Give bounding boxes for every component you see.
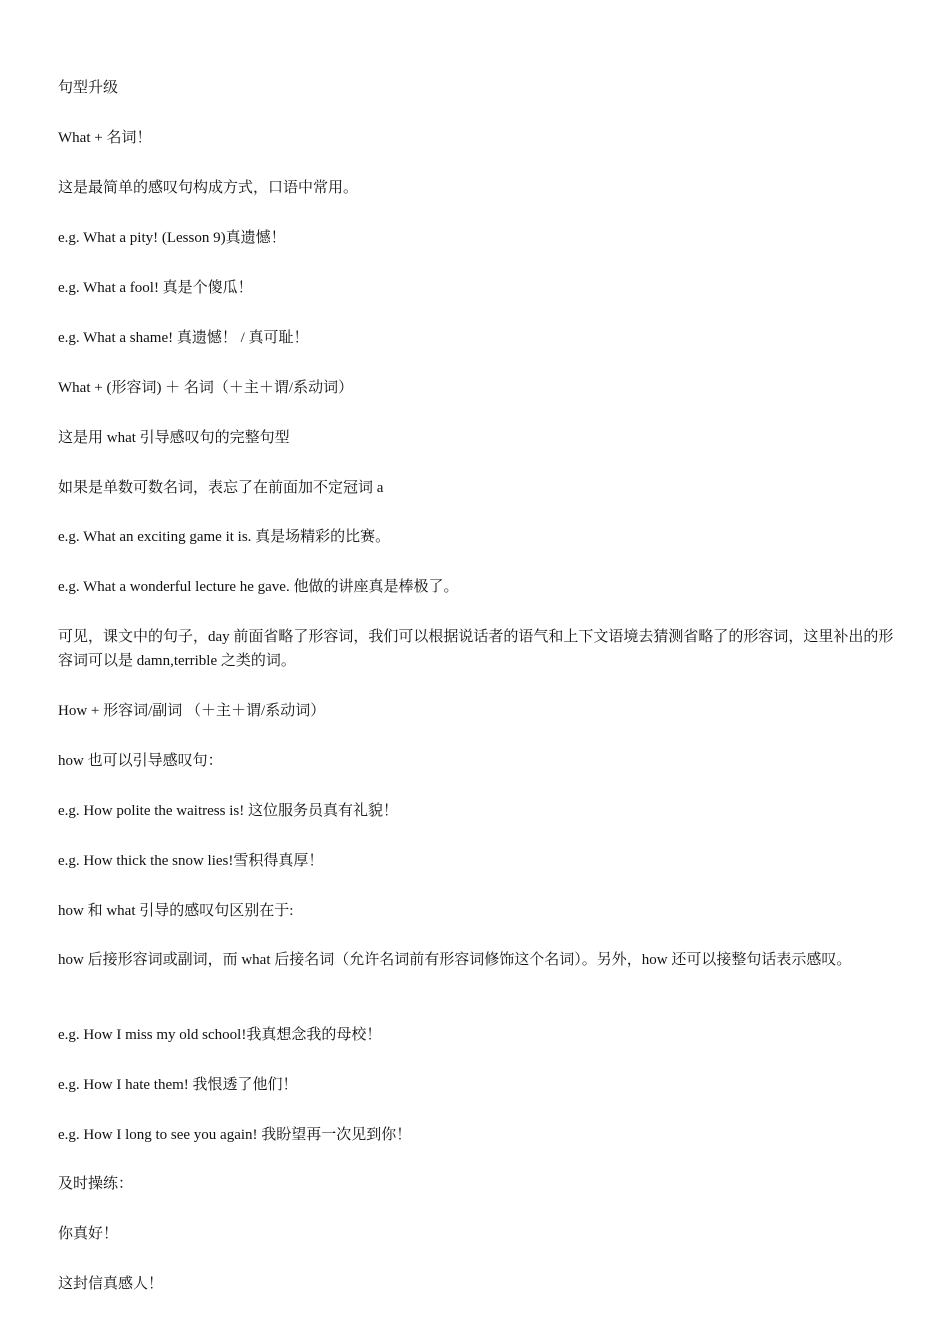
paragraph: how 后接形容词或副词，而 what 后接名词（允许名词前有形容词修饰这个名词）。另外，how 还可以接整句话表示感叹。 (58, 952, 852, 968)
paragraph: 这是用 what 引导感叹句的完整句型 (58, 430, 290, 446)
paragraph: 可见，课文中的句子，day 前面省略了形容词，我们可以根据说话者的语气和上下文语境去猜测省略了的形容词，这里补出的形容词可以是 damn,terrible 之类的词。 (58, 629, 894, 669)
example-sentence: e.g. How I miss my old school!我真想念我的母校！ (58, 1027, 382, 1043)
example-sentence: e.g. What a wonderful lecture he gave. 他做的讲座真是棒极了。 (58, 579, 459, 595)
example-sentence: e.g. How I long to see you again! 我盼望再一次见到你！ (58, 1127, 412, 1143)
example-sentence: e.g. What a shame! 真遗憾！ / 真可耻！ (58, 330, 309, 346)
pattern-heading-what-noun: What + 名词！ (58, 130, 152, 146)
pattern-heading-how: How + 形容词/副词 （＋主＋谓/系动词） (58, 703, 326, 719)
example-sentence: e.g. How thick the snow lies!雪积得真厚！ (58, 853, 324, 869)
example-sentence: e.g. What a fool! 真是个傻瓜！ (58, 280, 253, 296)
exercise-item: 你真好！ (58, 1226, 119, 1242)
example-sentence: e.g. How polite the waitress is! 这位服务员真有礼貌！ (58, 803, 398, 819)
paragraph: 如果是单数可数名词，表忘了在前面加不定冠词 a (58, 480, 384, 496)
example-sentence: e.g. What an exciting game it is. 真是场精彩的比赛。 (58, 529, 391, 545)
pattern-heading-what-adj-noun: What + (形容词) ＋ 名词（＋主＋谓/系动词） (58, 380, 354, 396)
paragraph: 这是最简单的感叹句构成方式，口语中常用。 (58, 180, 359, 196)
exercise-heading: 及时操练： (58, 1176, 134, 1192)
exercise-item: 这封信真感人！ (58, 1276, 164, 1292)
section-heading: 句型升级 (58, 80, 119, 96)
paragraph: how 和 what 引导的感叹句区别在于: (58, 903, 294, 919)
example-sentence: e.g. How I hate them! 我恨透了他们！ (58, 1077, 298, 1093)
example-sentence: e.g. What a pity! (Lesson 9)真遗憾！ (58, 230, 286, 246)
paragraph: how 也可以引导感叹句： (58, 753, 223, 769)
